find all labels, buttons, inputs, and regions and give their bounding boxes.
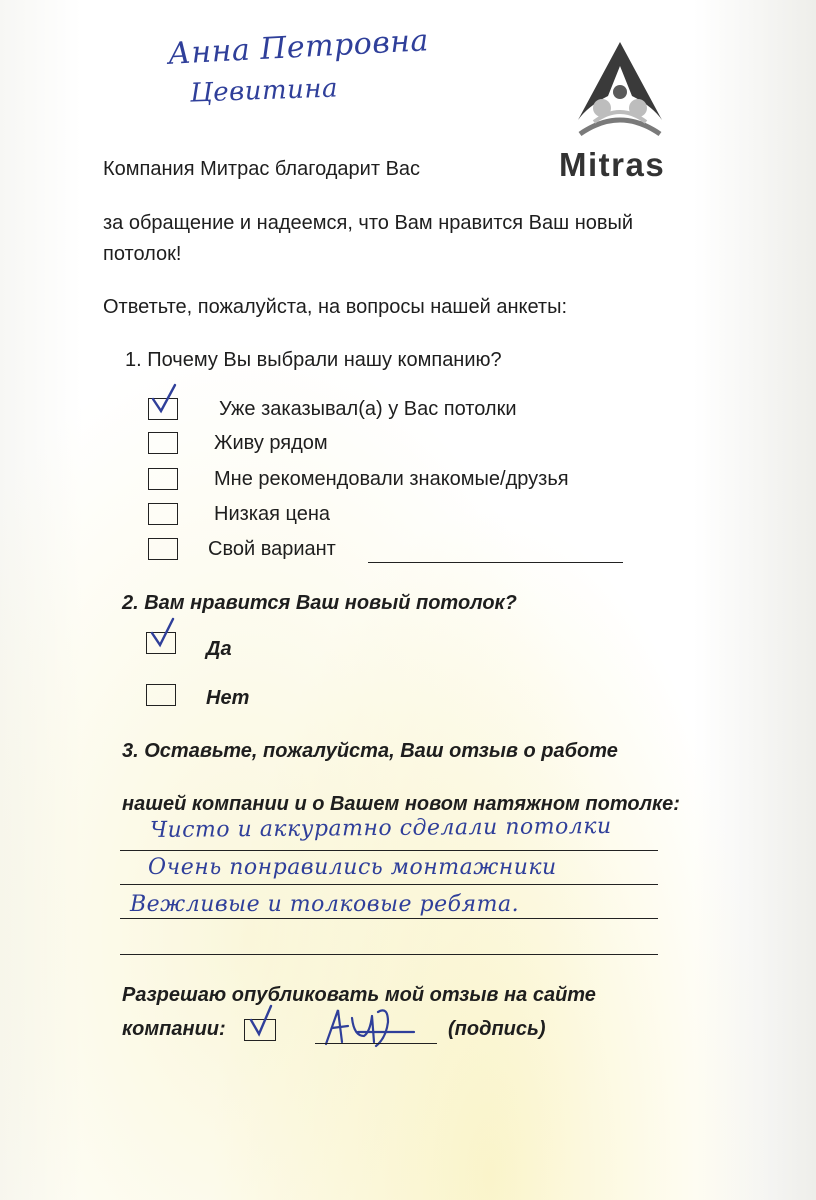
q2-yes-label: Да: [206, 638, 232, 660]
q1-option-5-label: Свой вариант: [208, 538, 336, 560]
signature-line[interactable]: [315, 1043, 437, 1044]
q1-option-2-checkbox[interactable]: [148, 432, 178, 454]
q2-title: 2. Вам нравится Ваш новый потолок?: [122, 592, 517, 614]
consent-line1: Разрешаю опубликовать мой отзыв на сайте: [122, 984, 596, 1006]
q2-yes-checkbox[interactable]: [146, 632, 176, 654]
own-variant-line[interactable]: [368, 562, 623, 563]
q1-option-5-checkbox[interactable]: [148, 538, 178, 560]
q2-no-label: Нет: [206, 687, 250, 709]
q1-option-3-checkbox[interactable]: [148, 468, 178, 490]
intro-line2: за обращение и надеемся, что Вам нравится Ваш новый: [103, 212, 634, 234]
q3-title-line2: нашей компании и о Вашем новом натяжном потолке:: [122, 793, 680, 815]
q3-title-line1: 3. Оставьте, пожалуйста, Ваш отзыв о работе: [122, 740, 618, 762]
feedback-line-1: Чисто и аккуратно сделали потолки: [149, 813, 612, 844]
signature-label: (подпись): [448, 1018, 546, 1040]
consent-line2: компании:: [122, 1018, 226, 1040]
feedback-rule-3[interactable]: [120, 918, 658, 919]
logo-text: Mitras: [559, 146, 666, 183]
feedback-line-3: Вежливые и толковые ребята.: [130, 892, 520, 917]
q1-option-2-label: Живу рядом: [214, 432, 328, 454]
feedback-rule-1[interactable]: [120, 850, 658, 851]
q2-no-checkbox[interactable]: [146, 684, 176, 706]
survey-prompt: Ответьте, пожалуйста, на вопросы нашей анкеты:: [103, 296, 568, 318]
q1-option-1-checkbox[interactable]: [148, 398, 178, 420]
q1-title: 1. Почему Вы выбрали нашу компанию?: [125, 349, 502, 371]
check-mark-icon: [151, 387, 181, 417]
handwritten-name-line1: Анна Петровна: [167, 23, 430, 72]
feedback-line-2: Очень понравились монтажники: [148, 855, 557, 880]
signature-mark: [318, 1002, 418, 1052]
intro-line3: потолок!: [103, 243, 182, 265]
check-mark-icon: [149, 621, 179, 651]
consent-checkbox[interactable]: [244, 1019, 276, 1041]
intro-line1: Компания Митрас благодарит Вас: [103, 158, 421, 180]
q1-option-4-label: Низкая цена: [214, 503, 331, 525]
mitras-logo-icon: [560, 36, 680, 146]
check-mark-icon: [247, 1008, 277, 1038]
handwritten-name-line2: Цевитина: [189, 73, 339, 109]
q1-option-4-checkbox[interactable]: [148, 503, 178, 525]
q1-option-1-label: Уже заказывал(а) у Вас потолки: [219, 398, 517, 420]
mitras-logo: [560, 36, 680, 186]
q1-option-3-label: Мне рекомендовали знакомые/друзья: [214, 468, 569, 490]
feedback-rule-2[interactable]: [120, 884, 658, 885]
feedback-rule-4[interactable]: [120, 954, 658, 955]
